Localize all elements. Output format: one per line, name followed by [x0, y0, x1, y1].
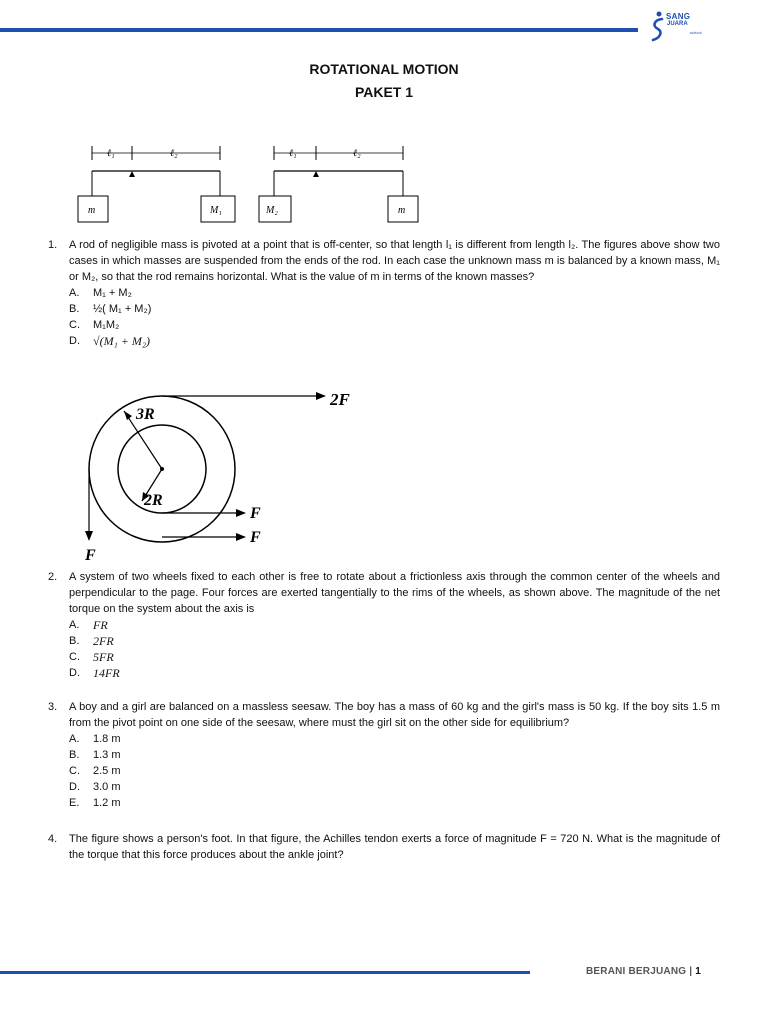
answer-option [69, 317, 720, 333]
option-letter: A. [69, 733, 80, 745]
option-letter: A. [69, 619, 80, 631]
option-value: M₁M₂ [93, 319, 120, 331]
answer-option [69, 731, 720, 747]
label-F-inner: F [250, 505, 261, 522]
answer-option [69, 633, 720, 649]
label-F-outer: F [250, 529, 261, 546]
header-rule [0, 28, 638, 32]
option-value: 2FR [93, 634, 114, 648]
sang-juara-logo [650, 10, 710, 46]
option-letter: C. [69, 765, 80, 777]
question-3 [48, 699, 720, 811]
page-subtitle: PAKET 1 [354, 84, 414, 100]
option-value: FR [93, 618, 108, 632]
option-value: 1.8 m [93, 733, 121, 745]
answer-option [69, 333, 720, 349]
page-number: 1 [695, 966, 701, 977]
answer-option [69, 779, 720, 795]
option-value: 2.5 m [93, 765, 121, 777]
question-1 [48, 237, 720, 349]
question-text: A system of two wheels fixed to each other is free to rotate about a frictionless axis through the common center of the wheels and perpendicular to the page. Four forces are exerted tangentially to the rims of the wheels, as shown above. The magnitude of the net torque on the system about the axis is [69, 571, 720, 615]
question-number: 1. [48, 239, 58, 251]
answer-option [69, 649, 720, 665]
label-2R: 2R [144, 492, 163, 509]
option-value: ½( M₁ + M₂) [93, 303, 152, 315]
answer-option [69, 747, 720, 763]
answer-options [69, 617, 720, 681]
option-letter: B. [69, 749, 80, 761]
mass-label: M₂ [266, 205, 278, 216]
option-letter: B. [69, 303, 80, 315]
lever-left [78, 146, 235, 222]
footer [586, 966, 701, 977]
question-4 [48, 831, 720, 863]
page-title: ROTATIONAL MOTION [309, 61, 459, 77]
option-value: 5FR [93, 650, 114, 664]
option-value: M₁ + M₂ [93, 287, 132, 299]
question-number: 4. [48, 833, 58, 845]
dim-l2-left: ℓ₂ [170, 148, 178, 159]
option-letter: E. [69, 797, 80, 809]
option-letter: C. [69, 651, 80, 663]
option-value: 14FR [93, 666, 120, 680]
answer-option [69, 285, 720, 301]
dim-l2-right: ℓ₂ [353, 148, 361, 159]
option-letter: D. [69, 781, 80, 793]
option-value: 1.3 m [93, 749, 121, 761]
dim-l1-right: ℓ₁ [289, 148, 297, 159]
question-text: A boy and a girl are balanced on a massless seesaw. The boy has a mass of 60 kg and the girl's mass is 50 kg. If the boy sits 1.5 m from the pivot point on one side of the seesaw, where must the girl sit on the other side for equilibrium? [69, 701, 720, 729]
question-text: A rod of negligible mass is pivoted at a point that is off-center, so that length l₁ is different from length l₂. The figures above show two cases in which masses are suspended from the ends of the rod. In each case the unknown mass m is balanced by a known mass, M₁ or M₂, so that the rod remains horizontal. What is the value of m in terms of the known masses? [69, 239, 720, 283]
pivot-icon [313, 171, 319, 177]
mass-label: M₁ [210, 205, 222, 216]
label-F-left: F [85, 547, 96, 564]
answer-option [69, 665, 720, 681]
footer-rule [0, 971, 530, 974]
answer-option [69, 617, 720, 633]
wheels-diagram-figure [80, 385, 380, 565]
lever-right [259, 146, 418, 222]
option-letter: C. [69, 319, 80, 331]
option-value: 1.2 m [93, 797, 121, 809]
label-3R: 3R [136, 406, 155, 423]
logo-figure-icon [650, 10, 666, 44]
logo-text-school: school [690, 30, 702, 35]
option-letter: A. [69, 287, 80, 299]
footer-separator: | [689, 966, 693, 977]
answer-options [69, 285, 720, 349]
question-number: 3. [48, 701, 58, 713]
mass-label: m [88, 205, 96, 216]
dim-l1-left: ℓ₁ [107, 148, 115, 159]
logo-text-juara: JUARA [667, 21, 688, 27]
answer-option [69, 301, 720, 317]
option-letter: D. [69, 667, 80, 679]
logo-text-sang: SANG [666, 12, 691, 21]
answer-options [69, 731, 720, 811]
answer-option [69, 763, 720, 779]
option-letter: B. [69, 635, 80, 647]
option-letter: D. [69, 335, 80, 347]
label-2F: 2F [330, 390, 350, 409]
answer-option [69, 795, 720, 811]
mass-label: m [398, 205, 406, 216]
lever-diagram-figure [70, 140, 430, 230]
option-value: √(M₁ + M₂) [93, 334, 151, 348]
pivot-icon [129, 171, 135, 177]
question-text: The figure shows a person's foot. In that figure, the Achilles tendon exerts a force of magnitude F = 720 N. What is the magnitude of the torque that this force produces about the ankle joint? [69, 833, 720, 861]
question-number: 2. [48, 571, 58, 583]
question-2 [48, 569, 720, 681]
option-value: 3.0 m [93, 781, 121, 793]
footer-text: BERANI BERJUANG [586, 966, 687, 977]
